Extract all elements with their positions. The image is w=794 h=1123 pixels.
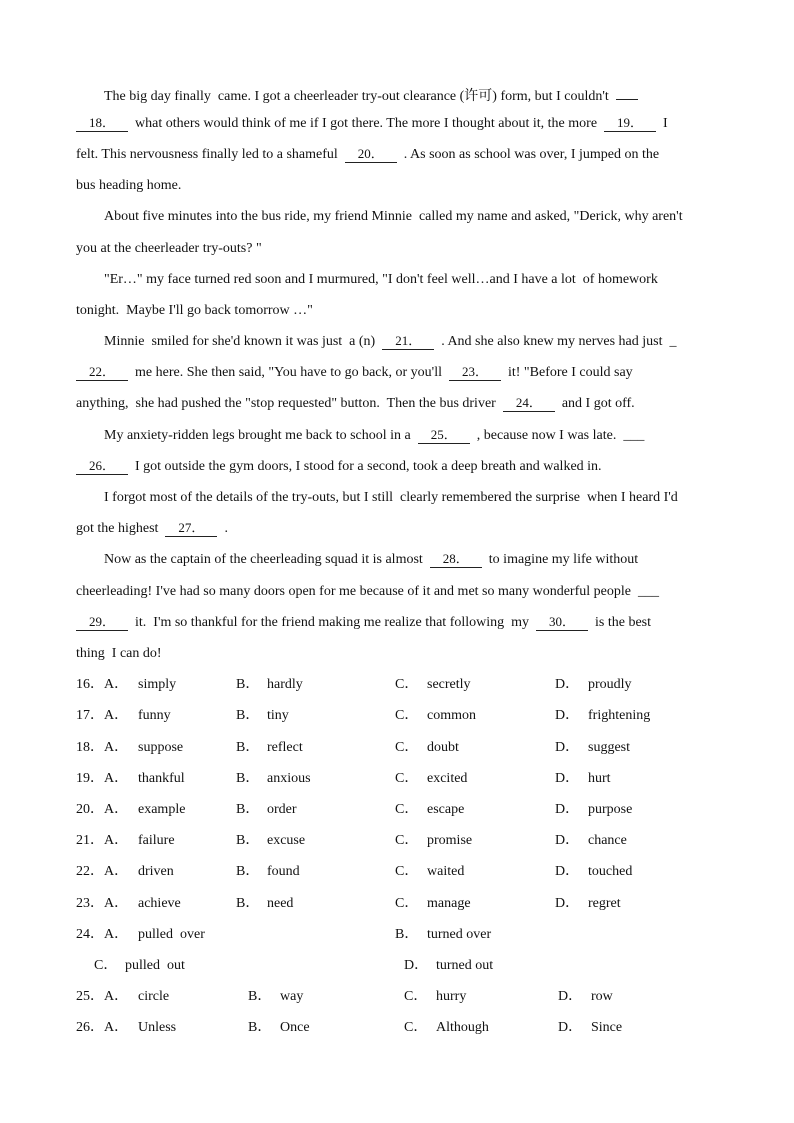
option-letter: B． bbox=[248, 989, 272, 1004]
option-letter: D． bbox=[558, 989, 583, 1004]
option-letter: D． bbox=[555, 833, 580, 848]
answer-blank: 28． bbox=[430, 550, 482, 568]
passage-text: and I got off. bbox=[554, 396, 635, 411]
passage-text: About five minutes into the bus ride, my friend Minnie called my name and asked, "Derick, why aren't bbox=[104, 209, 683, 224]
passage-text: to imagine my life without bbox=[481, 552, 639, 567]
option-letter: B． bbox=[236, 740, 260, 755]
option-letter: C． bbox=[395, 833, 419, 848]
question-row bbox=[0, 862, 794, 882]
answer-blank: 20． bbox=[345, 145, 397, 163]
option-letter: C． bbox=[404, 989, 428, 1004]
answer-blank: 22． bbox=[76, 363, 128, 381]
passage-text: . As soon as school was over, I jumped on the bbox=[396, 147, 660, 162]
question-number: 22．A． bbox=[76, 864, 129, 879]
option-letter: B． bbox=[248, 1020, 272, 1035]
question-row bbox=[0, 675, 794, 695]
option-text[interactable]: way bbox=[280, 989, 304, 1004]
option-text[interactable]: found bbox=[267, 864, 300, 879]
passage-line bbox=[104, 270, 658, 290]
passage-text: what others would think of me if I got there. The more I thought about it, the more bbox=[128, 116, 605, 131]
option-letter: C． bbox=[395, 740, 419, 755]
option-text[interactable]: turned over bbox=[427, 927, 492, 942]
answer-blank: 23． bbox=[449, 363, 501, 381]
answer-blank: 25． bbox=[418, 426, 470, 444]
passage-text: I got outside the gym doors, I stood for a second, took a deep breath and walked in. bbox=[128, 459, 602, 474]
passage-line bbox=[104, 207, 683, 227]
passage-line bbox=[76, 519, 228, 539]
answer-blank: 29． bbox=[76, 613, 128, 631]
question-row bbox=[0, 738, 794, 758]
option-text[interactable]: pulled out bbox=[125, 958, 185, 973]
passage-line bbox=[104, 426, 644, 446]
passage-text: me here. She then said, "You have to go back, or you'll bbox=[128, 365, 449, 380]
question-row bbox=[0, 706, 794, 726]
option-text[interactable]: row bbox=[591, 989, 613, 1004]
option-text[interactable]: purpose bbox=[588, 802, 633, 817]
option-text[interactable]: anxious bbox=[267, 771, 311, 786]
option-letter: B． bbox=[236, 896, 260, 911]
question-number: 18．A． bbox=[76, 740, 129, 755]
passage-line bbox=[104, 488, 678, 508]
option-letter: B． bbox=[236, 802, 260, 817]
passage-line bbox=[76, 644, 162, 664]
passage-text: you at the cheerleader try-outs? " bbox=[76, 241, 262, 256]
answer-blank bbox=[616, 82, 638, 100]
passage-text: thing I can do! bbox=[76, 646, 162, 661]
question-row bbox=[0, 769, 794, 789]
option-text[interactable]: achieve bbox=[138, 896, 181, 911]
question-number: 16．A． bbox=[76, 677, 129, 692]
option-text[interactable]: regret bbox=[588, 896, 621, 911]
option-text[interactable]: proudly bbox=[588, 677, 632, 692]
question-number: 21．A． bbox=[76, 833, 129, 848]
option-text[interactable]: escape bbox=[427, 802, 465, 817]
passage-line bbox=[76, 363, 633, 383]
passage-text: I bbox=[656, 116, 668, 131]
option-text[interactable]: promise bbox=[427, 833, 473, 848]
passage-text: , because now I was late. ___ bbox=[469, 428, 645, 443]
passage-line bbox=[76, 301, 313, 321]
passage-line bbox=[104, 550, 638, 570]
option-letter: B． bbox=[395, 927, 419, 942]
option-text[interactable]: frightening bbox=[588, 708, 651, 723]
option-text[interactable]: order bbox=[267, 802, 297, 817]
question-row bbox=[0, 1018, 794, 1038]
option-letter: D． bbox=[555, 802, 580, 817]
passage-line bbox=[76, 114, 668, 134]
question-row bbox=[0, 831, 794, 851]
question-number: C． bbox=[94, 958, 118, 973]
question-number: 24．A． bbox=[76, 927, 129, 942]
option-text[interactable]: pulled over bbox=[138, 927, 205, 942]
option-text[interactable]: chance bbox=[588, 833, 627, 848]
option-text[interactable]: turned out bbox=[436, 958, 494, 973]
option-text[interactable]: excited bbox=[427, 771, 468, 786]
option-text[interactable]: Since bbox=[591, 1020, 623, 1035]
option-letter: D． bbox=[555, 864, 580, 879]
passage-text: is the best bbox=[588, 615, 652, 630]
option-text[interactable]: driven bbox=[138, 864, 174, 879]
option-letter: C． bbox=[404, 1020, 428, 1035]
option-letter: B． bbox=[236, 708, 260, 723]
option-letter: B． bbox=[236, 864, 260, 879]
passage-line bbox=[104, 332, 676, 352]
option-text[interactable]: reflect bbox=[267, 740, 303, 755]
option-letter: D． bbox=[404, 958, 429, 973]
question-number: 23．A． bbox=[76, 896, 129, 911]
passage-line bbox=[76, 239, 262, 259]
option-letter: D． bbox=[555, 896, 580, 911]
question-row bbox=[0, 800, 794, 820]
question-number: 26．A． bbox=[76, 1020, 129, 1035]
passage-text: Minnie smiled for she'd known it was just a (n) bbox=[104, 334, 383, 349]
option-letter: C． bbox=[395, 708, 419, 723]
passage-text: got the highest bbox=[76, 521, 166, 536]
option-letter: C． bbox=[395, 802, 419, 817]
option-text[interactable]: Unless bbox=[138, 1020, 177, 1035]
option-letter: D． bbox=[555, 771, 580, 786]
option-text[interactable]: need bbox=[267, 896, 294, 911]
passage-text: My anxiety-ridden legs brought me back to school in a bbox=[104, 428, 418, 443]
option-text[interactable]: simply bbox=[138, 677, 177, 692]
question-number: 20．A． bbox=[76, 802, 129, 817]
question-row bbox=[0, 894, 794, 914]
option-text[interactable]: Although bbox=[436, 1020, 489, 1035]
question-number: 25．A． bbox=[76, 989, 129, 1004]
option-text[interactable]: manage bbox=[427, 896, 471, 911]
passage-line bbox=[76, 176, 181, 196]
question-row bbox=[0, 987, 794, 1007]
question-number: 17．A． bbox=[76, 708, 129, 723]
option-text[interactable]: hurt bbox=[588, 771, 611, 786]
answer-blank: 18． bbox=[76, 114, 128, 132]
option-letter: C． bbox=[395, 864, 419, 879]
option-letter: D． bbox=[555, 677, 580, 692]
option-letter: C． bbox=[395, 771, 419, 786]
option-letter: D． bbox=[555, 740, 580, 755]
option-letter: B． bbox=[236, 771, 260, 786]
answer-blank: 26． bbox=[76, 457, 128, 475]
option-text[interactable]: common bbox=[427, 708, 476, 723]
option-text[interactable]: circle bbox=[138, 989, 170, 1004]
option-text[interactable]: suggest bbox=[588, 740, 630, 755]
option-letter: D． bbox=[558, 1020, 583, 1035]
question-number: 19．A． bbox=[76, 771, 129, 786]
passage-line bbox=[76, 613, 651, 633]
option-text[interactable]: Once bbox=[280, 1020, 310, 1035]
passage-text: . bbox=[217, 521, 228, 536]
option-text[interactable]: failure bbox=[138, 833, 175, 848]
passage-line bbox=[104, 82, 638, 107]
question-row bbox=[0, 956, 794, 976]
option-letter: B． bbox=[236, 677, 260, 692]
passage-line bbox=[76, 457, 602, 477]
answer-blank: 19． bbox=[604, 114, 656, 132]
passage-text: The big day finally came. I got a cheerleader try-out clearance (许可) form, but I couldn't bbox=[104, 89, 616, 104]
passage-text: I forgot most of the details of the try-outs, but I still clearly remembered the surprise when I heard I'd bbox=[104, 490, 678, 505]
option-text[interactable]: excuse bbox=[267, 833, 306, 848]
option-text[interactable]: waited bbox=[427, 864, 465, 879]
option-text[interactable]: touched bbox=[588, 864, 633, 879]
option-text[interactable]: thankful bbox=[138, 771, 185, 786]
answer-blank: 27． bbox=[165, 519, 217, 537]
option-text[interactable]: suppose bbox=[138, 740, 184, 755]
option-letter: B． bbox=[236, 833, 260, 848]
passage-line bbox=[76, 394, 635, 414]
passage-text: anything, she had pushed the "stop requested" button. Then the bus driver bbox=[76, 396, 503, 411]
option-text[interactable]: hurry bbox=[436, 989, 467, 1004]
passage-text: cheerleading! I've had so many doors open for me because of it and met so many wonderful people ___ bbox=[76, 584, 659, 599]
passage-text: felt. This nervousness finally led to a shameful bbox=[76, 147, 345, 162]
option-text[interactable]: funny bbox=[138, 708, 171, 723]
option-letter: C． bbox=[395, 896, 419, 911]
option-text[interactable]: doubt bbox=[427, 740, 459, 755]
passage-text: bus heading home. bbox=[76, 178, 182, 193]
option-letter: C． bbox=[395, 677, 419, 692]
passage-line bbox=[76, 582, 659, 602]
option-letter: D． bbox=[555, 708, 580, 723]
passage-text: it! "Before I could say bbox=[500, 365, 633, 380]
question-row bbox=[0, 925, 794, 945]
passage-text: "Er…" my face turned red soon and I murmured, "I don't feel well…and I have a lot of homework bbox=[104, 272, 658, 287]
option-text[interactable]: secretly bbox=[427, 677, 471, 692]
answer-blank: 24． bbox=[503, 394, 555, 412]
passage-line bbox=[76, 145, 659, 165]
passage-text: tonight. Maybe I'll go back tomorrow …" bbox=[76, 303, 313, 318]
option-text[interactable]: hardly bbox=[267, 677, 303, 692]
passage-text: Now as the captain of the cheerleading squad it is almost bbox=[104, 552, 430, 567]
passage-text: . And she also knew my nerves had just _ bbox=[434, 334, 677, 349]
answer-blank: 21． bbox=[382, 332, 434, 350]
passage-text: it. I'm so thankful for the friend making me realize that following my bbox=[128, 615, 537, 630]
option-text[interactable]: example bbox=[138, 802, 186, 817]
answer-blank: 30． bbox=[536, 613, 588, 631]
option-text[interactable]: tiny bbox=[267, 708, 289, 723]
